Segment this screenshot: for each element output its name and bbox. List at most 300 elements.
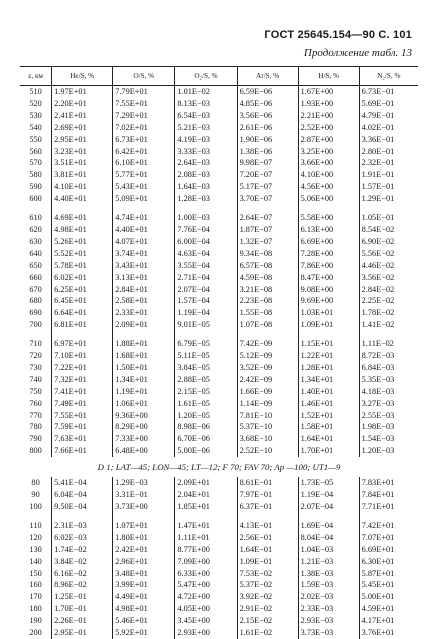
value-cell: 1.14E−09 bbox=[237, 398, 298, 410]
table-row bbox=[20, 338, 418, 350]
table-row bbox=[20, 489, 418, 501]
value-cell: 4.98E+01 bbox=[113, 603, 175, 615]
value-cell: 7.02E+01 bbox=[113, 122, 175, 134]
value-cell: 3.81E+01 bbox=[52, 169, 113, 181]
value-cell: 2.08E−03 bbox=[175, 169, 237, 181]
altitude-cell: 690 bbox=[29, 308, 42, 318]
value-cell: 5.35E−03 bbox=[359, 374, 418, 386]
value-cell: 2.26E−01 bbox=[52, 615, 113, 627]
value-cell: 7.09E+00 bbox=[175, 556, 237, 568]
table-row bbox=[20, 319, 418, 331]
value-cell: 1.11E+01 bbox=[175, 532, 237, 544]
table-row bbox=[20, 169, 418, 181]
value-cell: 1.29E−01 bbox=[359, 193, 418, 205]
value-cell: 7.28E+00 bbox=[298, 248, 359, 260]
altitude-cell: 100 bbox=[29, 502, 42, 511]
value-cell: 1.50E+01 bbox=[113, 362, 175, 374]
table-row bbox=[20, 433, 418, 445]
value-cell: 3.52E−09 bbox=[237, 362, 298, 374]
value-cell: 4.59E−08 bbox=[237, 272, 298, 284]
value-cell: 1.93E+00 bbox=[298, 98, 359, 110]
value-cell: 2.02E−03 bbox=[298, 591, 359, 603]
value-cell: 6.54E−03 bbox=[175, 110, 237, 122]
altitude-cell: 680 bbox=[29, 296, 42, 306]
value-cell: 1.34E+01 bbox=[298, 374, 359, 386]
value-cell: 9.50E−04 bbox=[52, 501, 113, 513]
value-cell: 3.56E−06 bbox=[237, 110, 298, 122]
value-cell: 3.55E−04 bbox=[175, 260, 237, 272]
altitude-cell: 730 bbox=[29, 362, 42, 372]
value-cell: 1.11E−02 bbox=[359, 338, 418, 350]
table-row bbox=[20, 193, 418, 205]
value-cell: 1.20E−05 bbox=[175, 410, 237, 422]
altitude-cell: 620 bbox=[29, 224, 42, 234]
value-cell: 2.91E−02 bbox=[237, 603, 298, 615]
table-row bbox=[20, 362, 418, 374]
value-cell: 2.09E+01 bbox=[113, 319, 175, 331]
value-cell: 9.34E−08 bbox=[237, 248, 298, 260]
altitude-cell: 200 bbox=[29, 628, 42, 638]
separator-cell bbox=[298, 331, 359, 338]
value-cell: 1.80E+01 bbox=[113, 532, 175, 544]
value-cell: 5.17E−07 bbox=[237, 181, 298, 193]
value-cell: 7.42E−09 bbox=[237, 338, 298, 350]
value-cell: 7.66E+01 bbox=[52, 445, 113, 457]
value-cell: 1.07E+01 bbox=[113, 520, 175, 532]
altitude-cell: 520 bbox=[29, 98, 42, 108]
value-cell: 1.59E−03 bbox=[298, 579, 359, 591]
value-cell: 6.84E−03 bbox=[359, 362, 418, 374]
value-cell: 4.19E−03 bbox=[175, 134, 237, 146]
value-cell: 2.20E+01 bbox=[52, 98, 113, 110]
separator-cell bbox=[113, 513, 175, 520]
table-row bbox=[20, 272, 418, 284]
value-cell: 3.21E−08 bbox=[237, 284, 298, 296]
table-row bbox=[20, 260, 418, 272]
value-cell: 6.70E−06 bbox=[175, 433, 237, 445]
value-cell: 1.05E−01 bbox=[359, 212, 418, 224]
block-separator bbox=[20, 331, 418, 338]
value-cell: 4.79E−01 bbox=[359, 110, 418, 122]
value-cell: 1.46E+01 bbox=[298, 398, 359, 410]
value-cell: 1.73E−05 bbox=[298, 477, 359, 489]
value-cell: 2.64E−07 bbox=[237, 212, 298, 224]
table-row bbox=[20, 579, 418, 591]
column-header: z, км bbox=[20, 67, 52, 86]
value-cell: 4.02E−01 bbox=[359, 122, 418, 134]
altitude-cell: 760 bbox=[29, 398, 42, 408]
value-cell: 5.11E−05 bbox=[175, 350, 237, 362]
table-row bbox=[20, 386, 418, 398]
table-row bbox=[20, 398, 418, 410]
value-cell: 1.68E+01 bbox=[113, 350, 175, 362]
altitude-cell: 160 bbox=[29, 580, 42, 590]
value-cell: 2.15E−05 bbox=[175, 386, 237, 398]
value-cell: 6.30E+01 bbox=[359, 556, 418, 568]
value-cell: 8.47E+00 bbox=[298, 272, 359, 284]
value-cell: 3.73E−03 bbox=[298, 627, 359, 639]
value-cell: 2.33E−03 bbox=[298, 603, 359, 615]
table-row bbox=[20, 501, 418, 513]
value-cell: 3.99E+01 bbox=[113, 579, 175, 591]
value-cell: 4.40E+01 bbox=[52, 193, 113, 205]
altitude-cell: 570 bbox=[29, 158, 42, 168]
value-cell: 4.05E+00 bbox=[175, 603, 237, 615]
value-cell: 1.54E−03 bbox=[359, 433, 418, 445]
value-cell: 2.42E−09 bbox=[237, 374, 298, 386]
table-header-row bbox=[20, 67, 418, 86]
value-cell: 1.57E−04 bbox=[175, 295, 237, 307]
value-cell: 4.49E+01 bbox=[113, 591, 175, 603]
value-cell: 5.00E+01 bbox=[359, 591, 418, 603]
altitude-cell: 640 bbox=[29, 248, 42, 258]
value-cell: 7.42E+01 bbox=[359, 520, 418, 532]
altitude-cell: 770 bbox=[29, 410, 42, 420]
value-cell: 6.90E−02 bbox=[359, 236, 418, 248]
value-cell: 2.41E+01 bbox=[52, 110, 113, 122]
separator-cell bbox=[298, 513, 359, 520]
value-cell: 1.19E+01 bbox=[113, 386, 175, 398]
column-header: Ar/S, % bbox=[237, 67, 298, 86]
value-cell: 1.58E+01 bbox=[298, 421, 359, 433]
table-row bbox=[20, 224, 418, 236]
value-cell: 1.57E−01 bbox=[359, 181, 418, 193]
value-cell: 6.04E−04 bbox=[52, 489, 113, 501]
value-cell: 1.19E−04 bbox=[298, 489, 359, 501]
value-cell: 1.38E−06 bbox=[237, 146, 298, 158]
value-cell: 5.87E+01 bbox=[359, 568, 418, 580]
table-row bbox=[20, 86, 418, 98]
value-cell: 4.40E+01 bbox=[113, 224, 175, 236]
value-cell: 6.02E−03 bbox=[52, 532, 113, 544]
value-cell: 6.57E−08 bbox=[237, 260, 298, 272]
value-cell: 1.20E−03 bbox=[359, 445, 418, 457]
value-cell: 6.69E+01 bbox=[359, 544, 418, 556]
altitude-cell: 590 bbox=[29, 182, 42, 192]
value-cell: 1.85E+01 bbox=[175, 501, 237, 513]
value-cell: 1.61E−05 bbox=[175, 398, 237, 410]
value-cell: 1.64E−01 bbox=[237, 544, 298, 556]
value-cell: 3.43E+01 bbox=[113, 260, 175, 272]
value-cell: 1.38E−03 bbox=[298, 568, 359, 580]
value-cell: 1.90E−06 bbox=[237, 134, 298, 146]
value-cell: 7.76E−04 bbox=[175, 224, 237, 236]
altitude-cell: 710 bbox=[29, 339, 42, 349]
value-cell: 2.58E+01 bbox=[113, 295, 175, 307]
separator-cell bbox=[237, 205, 298, 212]
value-cell: 1.32E−07 bbox=[237, 236, 298, 248]
value-cell: 3.27E−03 bbox=[359, 398, 418, 410]
table-continuation-label: Продолжение табл. 13 bbox=[303, 47, 412, 59]
value-cell: 1.07E−08 bbox=[237, 319, 298, 331]
value-cell: 5.46E+01 bbox=[113, 615, 175, 627]
value-cell: 2.15E−02 bbox=[237, 615, 298, 627]
column-header: N₂/S, % bbox=[359, 67, 418, 86]
value-cell: 8.72E−03 bbox=[359, 350, 418, 362]
value-cell: 1.28E−03 bbox=[175, 193, 237, 205]
value-cell: 6.64E+01 bbox=[52, 307, 113, 319]
table-row bbox=[20, 212, 418, 224]
value-cell: 1.29E−03 bbox=[113, 477, 175, 489]
block-separator bbox=[20, 205, 418, 212]
value-cell: 6.10E+01 bbox=[113, 157, 175, 169]
value-cell: 4.59E+01 bbox=[359, 603, 418, 615]
value-cell: 4.10E+00 bbox=[298, 169, 359, 181]
value-cell: 5.26E+01 bbox=[52, 236, 113, 248]
value-cell: 5.21E−03 bbox=[175, 122, 237, 134]
value-cell: 8.96E−02 bbox=[52, 579, 113, 591]
value-cell: 1.98E−03 bbox=[359, 421, 418, 433]
value-cell: 3.84E−05 bbox=[175, 362, 237, 374]
value-cell: 2.31E−03 bbox=[52, 520, 113, 532]
value-cell: 1.15E+01 bbox=[298, 338, 359, 350]
value-cell: 7.22E+01 bbox=[52, 362, 113, 374]
value-cell: 6.81E+01 bbox=[52, 319, 113, 331]
value-cell: 2.96E+01 bbox=[113, 556, 175, 568]
value-cell: 7.53E−02 bbox=[237, 568, 298, 580]
value-cell: 1.06E+01 bbox=[113, 398, 175, 410]
value-cell: 2.33E+01 bbox=[113, 307, 175, 319]
table-row bbox=[20, 615, 418, 627]
value-cell: 4.63E−04 bbox=[175, 248, 237, 260]
data-table bbox=[20, 66, 418, 639]
table-row bbox=[20, 568, 418, 580]
table-row bbox=[20, 122, 418, 134]
value-cell: 6.25E+01 bbox=[52, 284, 113, 296]
value-cell: 2.56E−01 bbox=[237, 532, 298, 544]
value-cell: 8.61E−01 bbox=[237, 477, 298, 489]
altitude-cell: 510 bbox=[29, 87, 42, 96]
value-cell: 5.47E+00 bbox=[175, 579, 237, 591]
value-cell: 1.70E−01 bbox=[52, 603, 113, 615]
value-cell: 1.03E+01 bbox=[298, 307, 359, 319]
value-cell: 3.73E+00 bbox=[113, 501, 175, 513]
block-separator bbox=[20, 513, 418, 520]
value-cell: 2.52E+00 bbox=[298, 122, 359, 134]
separator-cell bbox=[175, 205, 237, 212]
value-cell: 1.70E+01 bbox=[298, 445, 359, 457]
table-row bbox=[20, 307, 418, 319]
altitude-cell: 540 bbox=[29, 122, 42, 132]
value-cell: 5.52E+01 bbox=[52, 248, 113, 260]
value-cell: 7.84E+01 bbox=[359, 489, 418, 501]
value-cell: 7.55E+01 bbox=[113, 98, 175, 110]
value-cell: 1.52E+01 bbox=[298, 410, 359, 422]
column-header: He/S, % bbox=[52, 67, 113, 86]
value-cell: 7.20E−07 bbox=[237, 169, 298, 181]
value-cell: 5.78E+01 bbox=[52, 260, 113, 272]
value-cell: 1.25E−01 bbox=[52, 591, 113, 603]
value-cell: 9.01E−05 bbox=[175, 319, 237, 331]
value-cell: 7.32E+01 bbox=[52, 374, 113, 386]
altitude-cell: 700 bbox=[29, 320, 42, 330]
value-cell: 8.04E−04 bbox=[298, 532, 359, 544]
value-cell: 2.52E−10 bbox=[237, 445, 298, 457]
altitude-cell: 720 bbox=[29, 351, 42, 361]
table-row bbox=[20, 350, 418, 362]
value-cell: 9.08E+00 bbox=[298, 284, 359, 296]
value-cell: 2.21E+00 bbox=[298, 110, 359, 122]
altitude-cell: 780 bbox=[29, 422, 42, 432]
value-cell: 3.48E+01 bbox=[113, 568, 175, 580]
altitude-cell: 630 bbox=[29, 236, 42, 246]
value-cell: 2.95E+01 bbox=[52, 134, 113, 146]
value-cell: 2.95E−01 bbox=[52, 627, 113, 639]
value-cell: 2.42E+01 bbox=[113, 544, 175, 556]
value-cell: 4.46E−02 bbox=[359, 260, 418, 272]
value-cell: 1.61E−02 bbox=[237, 627, 298, 639]
table-row bbox=[20, 157, 418, 169]
value-cell: 8.54E−02 bbox=[359, 224, 418, 236]
separator-cell bbox=[52, 331, 113, 338]
value-cell: 1.28E+01 bbox=[298, 362, 359, 374]
value-cell: 5.12E−09 bbox=[237, 350, 298, 362]
value-cell: 7.49E+01 bbox=[52, 398, 113, 410]
value-cell: 7.55E+01 bbox=[52, 410, 113, 422]
value-cell: 1.40E+01 bbox=[298, 386, 359, 398]
value-cell: 1.55E−08 bbox=[237, 307, 298, 319]
separator-cell bbox=[298, 205, 359, 212]
altitude-cell: 180 bbox=[29, 604, 42, 614]
table-row bbox=[20, 544, 418, 556]
table-row bbox=[20, 134, 418, 146]
value-cell: 6.37E−01 bbox=[237, 501, 298, 513]
value-cell: 3.33E−03 bbox=[175, 146, 237, 158]
value-cell: 3.74E+01 bbox=[113, 248, 175, 260]
altitude-cell: 800 bbox=[29, 446, 42, 456]
altitude-cell: 170 bbox=[29, 592, 42, 602]
altitude-cell: 190 bbox=[29, 616, 42, 626]
value-cell: 7.59E+01 bbox=[52, 421, 113, 433]
value-cell: 2.23E−08 bbox=[237, 295, 298, 307]
value-cell: 5.06E+00 bbox=[298, 193, 359, 205]
value-cell: 3.76E+01 bbox=[359, 627, 418, 639]
value-cell: 2.71E−04 bbox=[175, 272, 237, 284]
value-cell: 1.97E+01 bbox=[52, 86, 113, 98]
table-row bbox=[20, 627, 418, 639]
separator-cell bbox=[52, 205, 113, 212]
value-cell: 3.84E−02 bbox=[52, 556, 113, 568]
altitude-cell: 530 bbox=[29, 110, 42, 120]
value-cell: 2.80E−01 bbox=[359, 146, 418, 158]
value-cell: 4.74E+01 bbox=[113, 212, 175, 224]
value-cell: 1.09E−01 bbox=[237, 556, 298, 568]
conditions-line: D 1; LAT—45; LON—45; LT—12; F 70; FAV 70; Ap —100; UT1—9 bbox=[97, 462, 341, 473]
value-cell: 9.69E+00 bbox=[298, 295, 359, 307]
table-row bbox=[20, 445, 418, 457]
separator-cell bbox=[237, 331, 298, 338]
value-cell: 1.01E−02 bbox=[175, 86, 237, 98]
value-cell: 6.16E−02 bbox=[52, 568, 113, 580]
table-row bbox=[20, 556, 418, 568]
column-header: O/S, % bbox=[113, 67, 175, 86]
separator-cell bbox=[20, 513, 52, 520]
value-cell: 2.64E−03 bbox=[175, 157, 237, 169]
column-header: H/S, % bbox=[298, 67, 359, 86]
value-cell: 5.58E+00 bbox=[298, 212, 359, 224]
value-cell: 4.69E+01 bbox=[52, 212, 113, 224]
value-cell: 2.55E−03 bbox=[359, 410, 418, 422]
table-row bbox=[20, 248, 418, 260]
table-row bbox=[20, 603, 418, 615]
value-cell: 4.85E−06 bbox=[237, 98, 298, 110]
separator-cell bbox=[359, 205, 418, 212]
value-cell: 2.84E+01 bbox=[113, 284, 175, 296]
value-cell: 7.07E+01 bbox=[359, 532, 418, 544]
value-cell: 1.67E+00 bbox=[298, 86, 359, 98]
value-cell: 3.92E−02 bbox=[237, 591, 298, 603]
altitude-cell: 80 bbox=[31, 478, 40, 488]
value-cell: 8.13E−03 bbox=[175, 98, 237, 110]
separator-cell bbox=[359, 331, 418, 338]
value-cell: 5.56E−02 bbox=[359, 248, 418, 260]
value-cell: 5.92E+01 bbox=[113, 627, 175, 639]
value-cell: 4.10E+01 bbox=[52, 181, 113, 193]
value-cell: 9.98E−07 bbox=[237, 157, 298, 169]
altitude-cell: 740 bbox=[29, 374, 42, 384]
value-cell: 6.73E−01 bbox=[359, 86, 418, 98]
altitude-cell: 650 bbox=[29, 260, 42, 270]
value-cell: 4.13E−01 bbox=[237, 520, 298, 532]
value-cell: 2.04E+01 bbox=[175, 489, 237, 501]
table-row bbox=[20, 477, 418, 489]
value-cell: 2.25E−02 bbox=[359, 295, 418, 307]
value-cell: 1.66E−09 bbox=[237, 386, 298, 398]
value-cell: 4.17E+01 bbox=[359, 615, 418, 627]
value-cell: 5.77E+01 bbox=[113, 169, 175, 181]
altitude-cell: 750 bbox=[29, 386, 42, 396]
value-cell: 2.09E+01 bbox=[175, 477, 237, 489]
table-row bbox=[20, 284, 418, 296]
separator-cell bbox=[175, 331, 237, 338]
altitude-cell: 150 bbox=[29, 568, 42, 578]
value-cell: 3.45E+00 bbox=[175, 615, 237, 627]
conditions-row bbox=[20, 457, 418, 477]
value-cell: 6.79E−05 bbox=[175, 338, 237, 350]
separator-cell bbox=[113, 205, 175, 212]
value-cell: 2.93E+00 bbox=[175, 627, 237, 639]
value-cell: 1.34E+01 bbox=[113, 374, 175, 386]
value-cell: 3.36E−01 bbox=[359, 134, 418, 146]
table-row bbox=[20, 110, 418, 122]
separator-cell bbox=[175, 513, 237, 520]
separator-cell bbox=[20, 205, 52, 212]
value-cell: 5.37E−10 bbox=[237, 421, 298, 433]
value-cell: 7.63E+01 bbox=[52, 433, 113, 445]
value-cell: 9.36E+00 bbox=[113, 410, 175, 422]
value-cell: 2.32E−01 bbox=[359, 157, 418, 169]
value-cell: 7.29E+01 bbox=[113, 110, 175, 122]
value-cell: 3.51E+01 bbox=[52, 157, 113, 169]
value-cell: 6.42E+01 bbox=[113, 146, 175, 158]
value-cell: 5.43E+01 bbox=[113, 181, 175, 193]
value-cell: 4.56E+00 bbox=[298, 181, 359, 193]
value-cell: 5.69E−01 bbox=[359, 98, 418, 110]
value-cell: 1.88E+01 bbox=[113, 338, 175, 350]
value-cell: 2.93E−03 bbox=[298, 615, 359, 627]
value-cell: 6.59E−06 bbox=[237, 86, 298, 98]
value-cell: 2.07E−04 bbox=[298, 501, 359, 513]
altitude-cell: 130 bbox=[29, 544, 42, 554]
value-cell: 1.74E−02 bbox=[52, 544, 113, 556]
value-cell: 4.72E+00 bbox=[175, 591, 237, 603]
value-cell: 8.29E+00 bbox=[113, 421, 175, 433]
value-cell: 7.83E+01 bbox=[359, 477, 418, 489]
value-cell: 3.68E−10 bbox=[237, 433, 298, 445]
altitude-cell: 120 bbox=[29, 532, 42, 542]
value-cell: 6.33E+00 bbox=[175, 568, 237, 580]
altitude-cell: 660 bbox=[29, 272, 42, 282]
